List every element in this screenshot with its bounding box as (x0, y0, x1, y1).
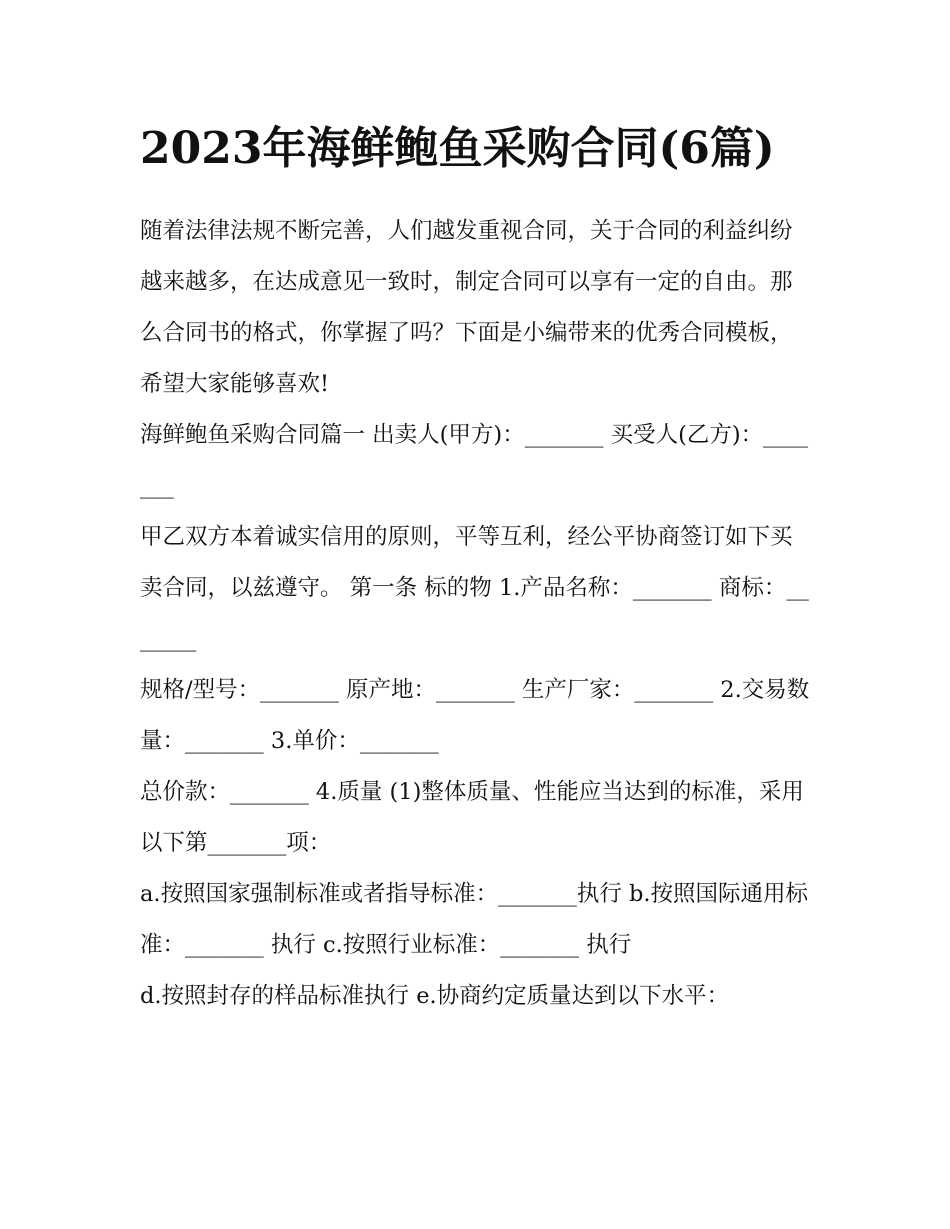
paragraph-standards: a.按照国家强制标准或者指导标准：_______执行 b.按照国际通用标准：_______ 执行 c.按照行业标准：_______ 执行 (140, 881, 809, 958)
paragraph-total-price: 总价款：_______ 4.质量 (1)整体质量、性能应当达到的标准，采用以下第_______项： (140, 779, 804, 856)
document-page (140, 112, 812, 1022)
paragraph-intro: 随着法律法规不断完善，人们越发重视合同，关于合同的利益纠纷越来越多，在达成意见一致时，制定合同可以享有一定的自由。那么合同书的格式，你掌握了吗？下面是小编带来的优秀合同模板，希望大家能够喜欢! (140, 218, 793, 397)
paragraph-sample-standard: d.按照封存的样品标准执行 e.协商约定质量达到以下水平： (140, 983, 730, 1009)
document-title: 2023年海鲜鲍鱼采购合同(6篇) (140, 123, 775, 174)
paragraph-article-one: 甲乙双方本着诚实信用的原则，平等互利，经公平协商签订如下买卖合同，以兹遵守。 第一条 标的物 1.产品名称：_______ 商标：_______ (140, 524, 809, 652)
paragraph-specification: 规格/型号：_______ 原产地：_______ 生产厂家：_______ 2.交易数量：_______ 3.单价：_______ (140, 677, 810, 754)
paragraph-parties: 海鲜鲍鱼采购合同篇一 出卖人(甲方)：_______ 买受人(乙方)：_______ (140, 422, 809, 499)
